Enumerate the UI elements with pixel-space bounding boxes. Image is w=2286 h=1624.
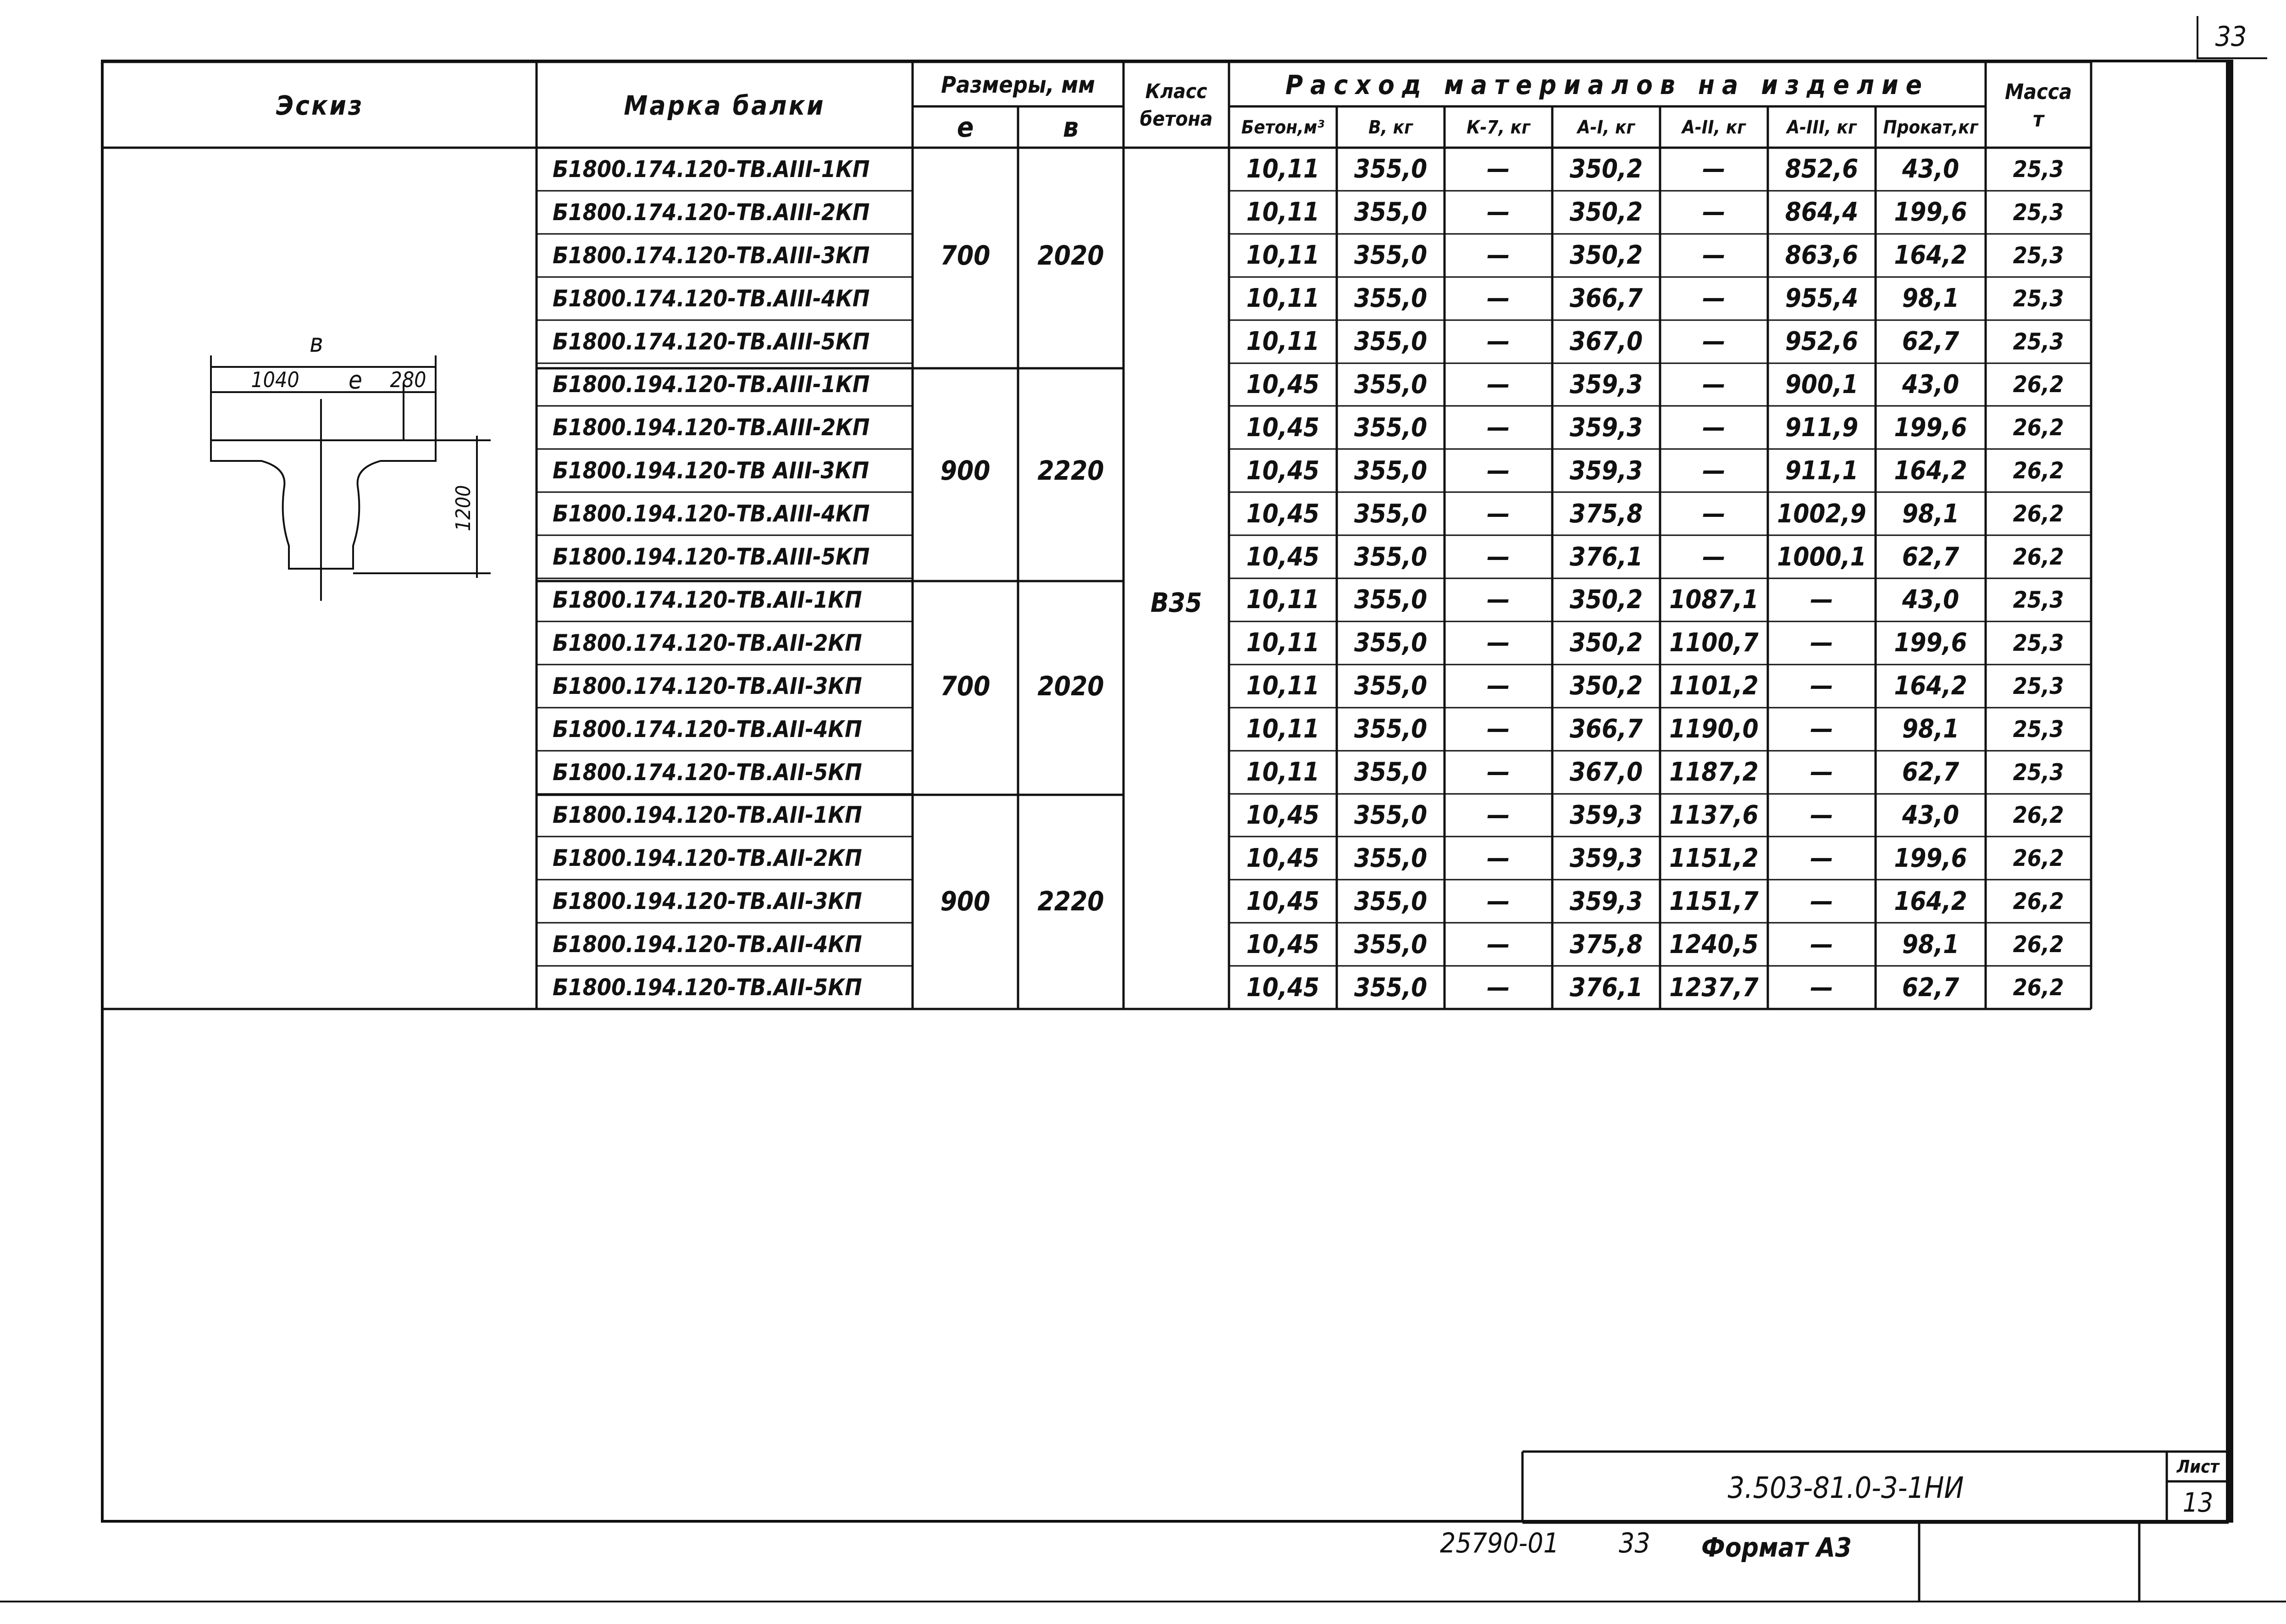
cell-k7: — [1487,327,1510,357]
cell-v: 355,0 [1354,369,1428,399]
cell-a1: 366,7 [1569,283,1643,314]
cell-beton: 10,45 [1246,455,1320,486]
cell-a3: — [1810,843,1833,873]
cell-v: 355,0 [1354,800,1428,830]
cell-prokat: 62,7 [1902,972,1959,1003]
cell-beton: 10,45 [1246,972,1320,1003]
cell-beton: 10,11 [1246,154,1320,184]
cell-prokat: 43,0 [1902,369,1959,399]
cell-a1: 367,0 [1569,757,1643,787]
cell-mass: 26,2 [2013,888,2064,915]
cell-a2: 1137,6 [1669,800,1759,830]
beam-mark-cell: Б1800.174.120-ТВ.АIII-2КП [553,199,870,226]
cell-a1: 359,3 [1569,412,1643,443]
cell-beton: 10,11 [1246,757,1320,787]
cell-prokat: 62,7 [1902,327,1959,357]
cell-prokat: 43,0 [1902,800,1959,830]
cell-mass: 26,2 [2013,371,2064,398]
cell-prokat: 164,2 [1894,240,1967,271]
cell-v: 355,0 [1354,714,1428,744]
cell-mass: 26,2 [2013,500,2064,527]
cell-beton: 10,45 [1246,843,1320,873]
cell-a2: 1101,2 [1669,671,1759,701]
cell-a3: 852,6 [1785,154,1859,184]
cell-prokat: 98,1 [1902,929,1959,959]
cell-prokat: 164,2 [1894,886,1967,916]
beam-mark-cell: Б1800.194.120-ТВ.АII-5КП [553,974,862,1001]
cell-beton: 10,11 [1246,240,1320,271]
cell-a3: — [1810,585,1833,615]
cell-beton: 10,45 [1246,929,1320,959]
sketch-label-1200: 1200 [451,485,475,532]
cell-mass: 26,2 [2013,414,2064,441]
cell-v: 355,0 [1354,886,1428,916]
cell-mass: 26,2 [2013,931,2064,958]
cell-k7: — [1487,154,1510,184]
cell-a3: 911,9 [1785,412,1859,443]
col-header-material-1: В, кг [1368,117,1413,138]
cell-beton: 10,45 [1246,542,1320,572]
cell-k7: — [1487,542,1510,572]
cell-k7: — [1487,671,1510,701]
cell-a3: 864,4 [1785,197,1859,227]
cell-a1: 359,3 [1569,455,1643,486]
cell-a2: — [1702,542,1726,572]
cell-prokat: 199,6 [1894,197,1967,227]
cell-prokat: 98,1 [1902,283,1959,314]
cell-mass: 26,2 [2013,802,2064,829]
beam-mark-cell: Б1800.194.120-ТВ АIII-3КП [553,457,869,484]
footer-archive-no: 25790-01 [1440,1527,1559,1559]
cell-a3: — [1810,671,1833,701]
cell-a3: — [1810,886,1833,916]
cell-a2: — [1702,154,1726,184]
cell-v: 355,0 [1354,240,1428,271]
beam-mark-cell: Б1800.174.120-ТВ.АIII-4КП [553,285,870,312]
cell-a3: — [1810,628,1833,658]
cell-mass: 25,3 [2013,285,2064,312]
cell-a1: 366,7 [1569,714,1643,744]
cell-v: 355,0 [1354,757,1428,787]
cell-a2: — [1702,455,1726,486]
cell-beton: 10,11 [1246,628,1320,658]
col-header-dimensions: Размеры, мм [941,72,1095,98]
cell-a2: — [1702,499,1726,529]
cell-prokat: 43,0 [1902,585,1959,615]
beam-mark-cell: Б1800.194.120-ТВ.АII-4КП [553,931,862,958]
cell-v: 355,0 [1354,972,1428,1003]
beam-mark-cell: Б1800.194.120-ТВ.АIII-2КП [553,414,870,441]
cell-k7: — [1487,929,1510,959]
cell-v: 355,0 [1354,455,1428,486]
col-header-beam-mark: Марка балки [624,90,825,121]
cell-a2: 1240,5 [1669,929,1759,959]
cell-k7: — [1487,972,1510,1003]
beam-mark-cell: Б1800.174.120-ТВ.АII-2КП [553,629,862,656]
cell-v: 355,0 [1354,671,1428,701]
cell-mass: 26,2 [2013,974,2064,1001]
cell-prokat: 43,0 [1902,154,1959,184]
corner-page-number: 33 [2215,21,2247,53]
cell-k7: — [1487,800,1510,830]
cell-a2: — [1702,240,1726,271]
cell-a3: 1000,1 [1777,542,1866,572]
cell-k7: — [1487,714,1510,744]
cell-a2: 1151,7 [1669,886,1759,916]
cell-beton: 10,45 [1246,412,1320,443]
cell-mass: 25,3 [2013,242,2064,269]
cell-k7: — [1487,499,1510,529]
cell-v: 355,0 [1354,283,1428,314]
col-header-material-3: А-I, кг [1577,117,1635,138]
beam-mark-cell: Б1800.194.120-ТВ.АII-1КП [553,802,862,829]
beam-mark-cell: Б1800.194.120-ТВ.АIII-5КП [553,543,870,571]
sheet-number: 13 [2182,1487,2214,1518]
cell-a2: 1190,0 [1669,714,1759,744]
cell-prokat: 164,2 [1894,455,1967,486]
cell-k7: — [1487,412,1510,443]
cell-a3: 911,1 [1785,455,1859,486]
cell-a3: 900,1 [1785,369,1859,399]
cell-a2: — [1702,283,1726,314]
cell-v: 355,0 [1354,197,1428,227]
cell-beton: 10,45 [1246,499,1320,529]
beam-mark-cell: Б1800.174.120-ТВ.АII-3КП [553,672,862,699]
sketch-label-e: е [349,365,362,394]
sheet-label: Лист [2176,1457,2220,1477]
cell-a2: 1087,1 [1669,585,1759,615]
cell-prokat: 98,1 [1902,499,1959,529]
concrete-class-line1: Класс [1145,80,1207,103]
cell-mass: 25,3 [2013,629,2064,656]
cell-a2: 1100,7 [1669,628,1759,658]
cell-v: 355,0 [1354,542,1428,572]
cell-a2: 1237,7 [1669,972,1759,1003]
cell-a3: — [1810,714,1833,744]
cell-k7: — [1487,585,1510,615]
sketch-label-280: 280 [390,367,426,392]
cell-mass: 25,3 [2013,715,2064,743]
cell-prokat: 199,6 [1894,843,1967,873]
group-dim-b: 2020 [1037,670,1104,702]
cell-mass: 25,3 [2013,759,2064,786]
cell-k7: — [1487,455,1510,486]
cell-v: 355,0 [1354,843,1428,873]
cell-k7: — [1487,240,1510,271]
beam-mark-cell: Б1800.194.120-ТВ.АIII-1КП [553,371,870,398]
cell-a1: 367,0 [1569,327,1643,357]
cell-mass: 25,3 [2013,328,2064,355]
cell-a3: — [1810,757,1833,787]
cell-a3: 952,6 [1785,327,1859,357]
beam-mark-cell: Б1800.194.120-ТВ.АII-2КП [553,845,862,872]
mass-line1: Масса [2004,79,2072,104]
col-header-dim-e: е [957,111,974,144]
cell-v: 355,0 [1354,154,1428,184]
cell-beton: 10,45 [1246,800,1320,830]
cell-v: 355,0 [1354,499,1428,529]
cell-a3: 1002,9 [1777,499,1866,529]
cell-a1: 350,2 [1569,628,1643,658]
cell-v: 355,0 [1354,585,1428,615]
cell-beton: 10,45 [1246,886,1320,916]
sketch-label-b: в [310,328,323,358]
cell-v: 355,0 [1354,412,1428,443]
cell-a2: — [1702,197,1726,227]
cell-beton: 10,11 [1246,197,1320,227]
cell-a1: 359,3 [1569,886,1643,916]
cell-a3: — [1810,800,1833,830]
group-dim-e: 900 [940,455,991,487]
cell-mass: 25,3 [2013,672,2064,699]
group-dim-b: 2020 [1037,239,1104,271]
group-dim-e: 700 [940,239,991,271]
cell-mass: 25,3 [2013,586,2064,613]
footer-format: Формат А3 [1701,1532,1852,1563]
cell-k7: — [1487,197,1510,227]
cell-prokat: 164,2 [1894,671,1967,701]
cell-k7: — [1487,843,1510,873]
cell-a1: 359,3 [1569,369,1643,399]
col-header-material-5: А-III, кг [1787,117,1857,138]
concrete-class-value: В35 [1150,587,1202,618]
cell-prokat: 98,1 [1902,714,1959,744]
cell-mass: 25,3 [2013,199,2064,226]
cell-beton: 10,11 [1246,327,1320,357]
beam-mark-cell: Б1800.174.120-ТВ.АIII-5КП [553,328,870,355]
cell-k7: — [1487,283,1510,314]
cell-beton: 10,45 [1246,369,1320,399]
cell-a1: 350,2 [1569,240,1643,271]
beam-mark-cell: Б1800.174.120-ТВ.АII-1КП [553,586,862,613]
group-dim-e: 700 [940,670,991,702]
beam-mark-cell: Б1800.174.120-ТВ.АIII-1КП [553,155,870,183]
col-header-dim-b: в [1063,111,1079,144]
cell-prokat: 62,7 [1902,757,1959,787]
col-header-sketch: Эскиз [276,90,364,121]
beam-mark-cell: Б1800.174.120-ТВ.АII-5КП [553,759,862,786]
cell-v: 355,0 [1354,929,1428,959]
cell-a3: 955,4 [1785,283,1859,314]
cell-a1: 359,3 [1569,800,1643,830]
cell-beton: 10,11 [1246,671,1320,701]
cell-a3: — [1810,929,1833,959]
cell-a1: 350,2 [1569,154,1643,184]
cell-mass: 26,2 [2013,543,2064,571]
cell-a1: 350,2 [1569,585,1643,615]
sketch-label-1040: 1040 [251,367,299,392]
beam-mark-cell: Б1800.194.120-ТВ.АIII-4КП [553,500,870,527]
cell-a1: 375,8 [1569,499,1643,529]
col-header-material-0: Бетон,м³ [1241,117,1325,138]
cell-k7: — [1487,628,1510,658]
cell-prokat: 199,6 [1894,628,1967,658]
cell-a2: — [1702,369,1726,399]
cell-prokat: 199,6 [1894,412,1967,443]
beam-mark-cell: Б1800.194.120-ТВ.АII-3КП [553,888,862,915]
beam-mark-cell: Б1800.174.120-ТВ.АII-4КП [553,715,862,743]
cell-a1: 376,1 [1569,542,1643,572]
cell-a1: 350,2 [1569,671,1643,701]
concrete-class-line2: бетона [1140,107,1213,131]
cell-beton: 10,11 [1246,714,1320,744]
col-header-material-6: Прокат,кг [1883,117,1978,138]
cell-a2: — [1702,412,1726,443]
cell-mass: 26,2 [2013,457,2064,484]
cell-mass: 26,2 [2013,845,2064,872]
group-dim-e: 900 [940,886,991,917]
cell-k7: — [1487,757,1510,787]
cell-k7: — [1487,369,1510,399]
cell-k7: — [1487,886,1510,916]
cell-mass: 25,3 [2013,155,2064,183]
cell-a1: 376,1 [1569,972,1643,1003]
col-header-materials: Расход материалов на изделие [1285,69,1930,100]
cell-a1: 350,2 [1569,197,1643,227]
cell-a1: 375,8 [1569,929,1643,959]
cell-beton: 10,11 [1246,283,1320,314]
col-header-material-4: А-II, кг [1682,117,1746,138]
cell-prokat: 62,7 [1902,542,1959,572]
cell-a3: 863,6 [1785,240,1859,271]
group-dim-b: 2220 [1037,886,1104,917]
cell-v: 355,0 [1354,628,1428,658]
mass-line2: т [2033,107,2044,132]
cell-a2: 1187,2 [1669,757,1759,787]
doc-code: 3.503-81.0-3-1НИ [1727,1471,1964,1505]
col-header-material-2: К-7, кг [1467,117,1530,138]
cell-a2: — [1702,327,1726,357]
cell-v: 355,0 [1354,327,1428,357]
cell-a2: 1151,2 [1669,843,1759,873]
group-dim-b: 2220 [1037,455,1104,487]
cell-a1: 359,3 [1569,843,1643,873]
beam-mark-cell: Б1800.174.120-ТВ.АIII-3КП [553,242,870,269]
cell-beton: 10,11 [1246,585,1320,615]
footer-page: 33 [1619,1527,1650,1559]
cell-a3: — [1810,972,1833,1003]
